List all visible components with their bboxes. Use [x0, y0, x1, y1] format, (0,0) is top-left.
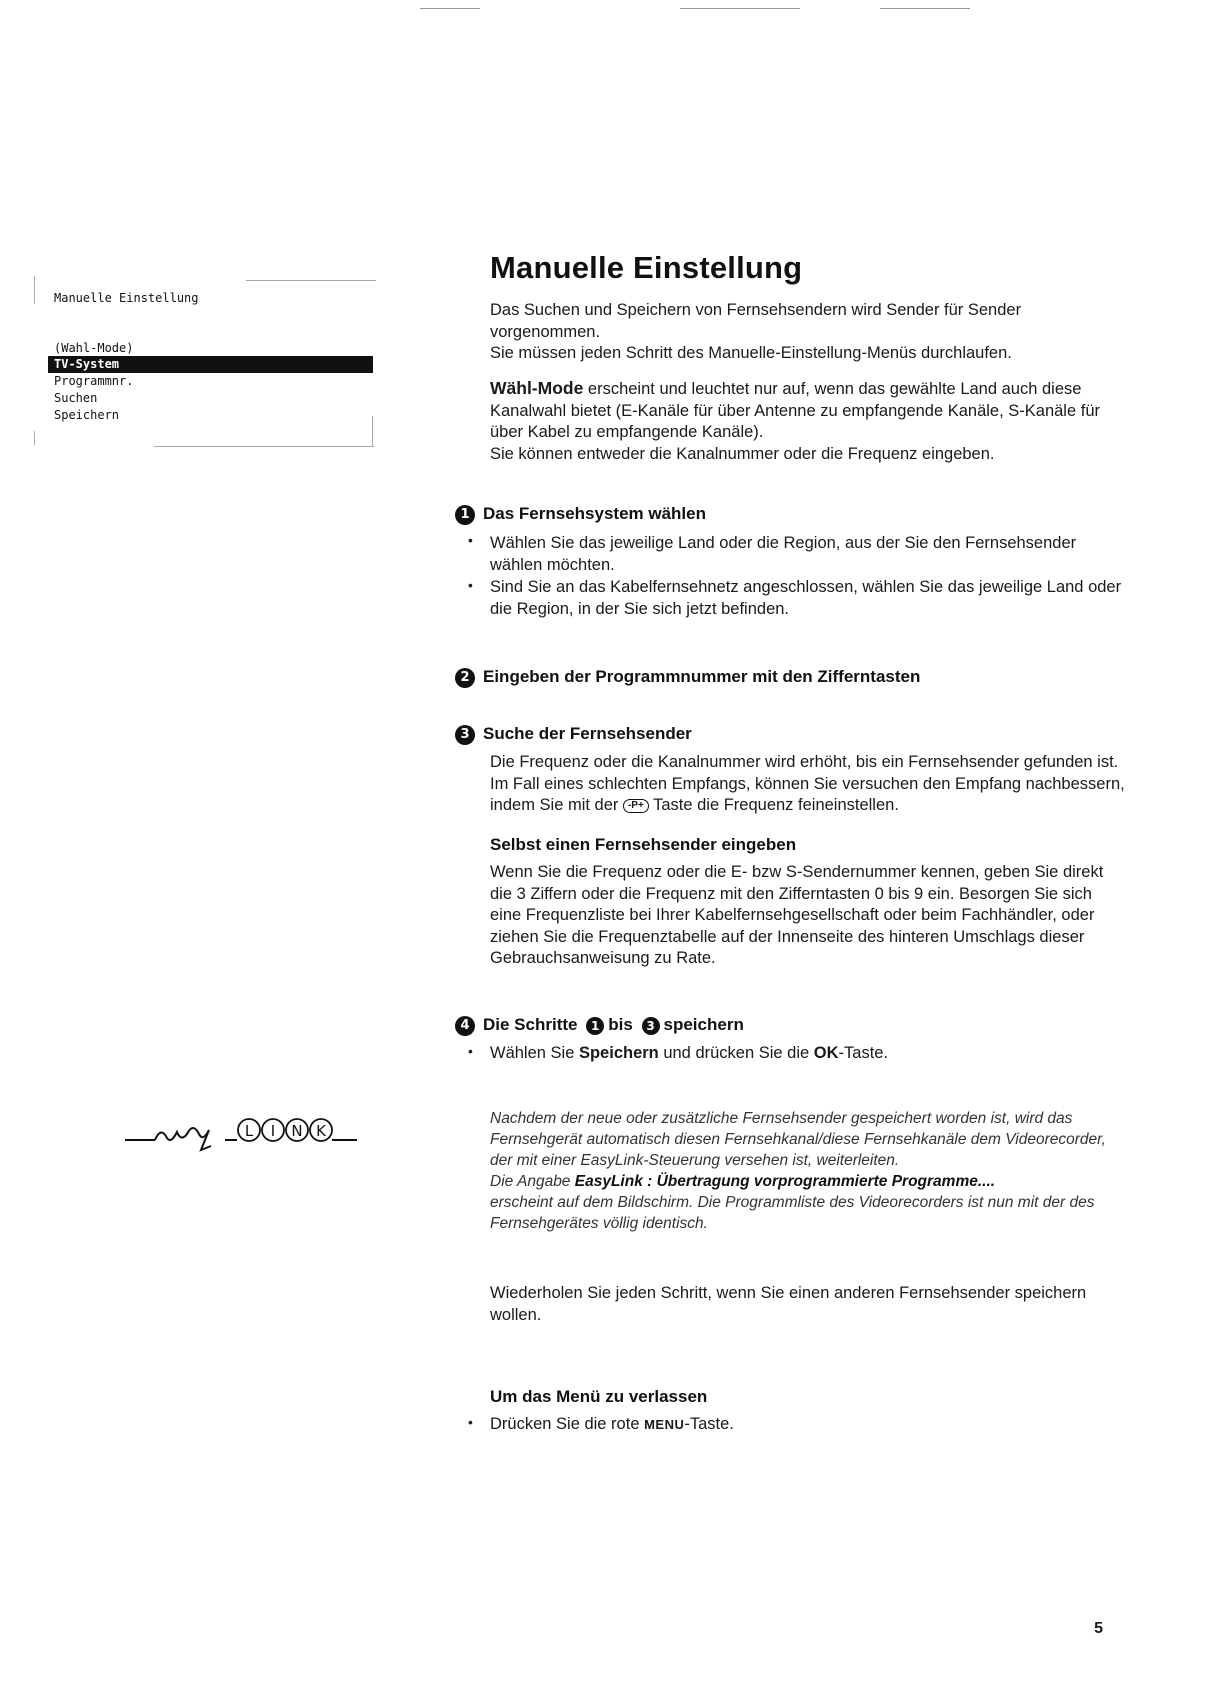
bullet-icon: •: [468, 532, 473, 548]
step-number-1-icon: 1: [455, 505, 475, 525]
intro-line-2: Sie müssen jeden Schritt des Manuelle-Einstellung-Menüs durchlaufen.: [490, 344, 1012, 362]
step-4-bullet-c: und drücken Sie die: [658, 1044, 814, 1062]
step-3-sub-heading: Selbst einen Fernsehsender eingeben: [490, 835, 797, 854]
svg-text:K: K: [316, 1122, 326, 1140]
menu-item-wahl-mode: (Wahl-Mode): [54, 341, 134, 355]
step-3-text-b: Taste die Frequenz feineinstellen.: [648, 796, 899, 814]
easylink-text-b: Die Angabe: [490, 1173, 575, 1190]
menu-border: [372, 416, 373, 446]
intro-paragraph: [490, 300, 1130, 365]
scan-speck: [420, 8, 480, 9]
wahl-mode-text: erscheint und leuchtet nur auf, wenn das gewählte Land auch diese Kanalwahl bietet (E-Kanäle für über Antenne zu empfangende Kanäle, S-Kanäle für über Kabel zu empfangende Kanäle).: [490, 380, 1100, 441]
step-4-heading: [455, 1014, 1095, 1036]
page-title: Manuelle Einstellung: [490, 250, 803, 285]
step-3-heading-text: Suche der Fernsehsender: [483, 724, 692, 743]
menu-border: [246, 280, 376, 281]
svg-text:N: N: [291, 1122, 303, 1140]
step-number-2-icon: 2: [455, 668, 475, 688]
wahl-mode-paragraph: [490, 378, 1130, 465]
menu-border: [34, 431, 35, 445]
step-3-heading: [455, 723, 1095, 745]
step-4-heading-text-a: Die Schritte: [483, 1015, 578, 1034]
exit-heading: Um das Menü zu verlassen: [490, 1387, 708, 1406]
step-4-bullet: [490, 1043, 1130, 1065]
intro-line-1: Das Suchen und Speichern von Fernsehsendern wird Sender für Sender vorgenommen.: [490, 301, 1022, 341]
step-4-heading-text-b: bis: [608, 1015, 633, 1034]
step-4-bullet-a: Wählen Sie: [490, 1044, 579, 1062]
step-1-bullet-2: Sind Sie an das Kabelfernsehnetz angeschlossen, wählen Sie das jeweilige Land oder die Region, in der Sie sich jetzt befinden.: [490, 578, 1122, 618]
step-2-heading-text: Eingeben der Programmnummer mit den Zifferntasten: [483, 667, 921, 686]
step-number-3-icon: 3: [455, 725, 475, 745]
exit-bullet: [490, 1414, 1130, 1436]
exit-bullet-b: -Taste.: [684, 1415, 734, 1433]
program-key-icon: -P+: [623, 799, 649, 813]
svg-text:I: I: [270, 1122, 276, 1140]
easylink-logo: [125, 1108, 405, 1156]
step-4-bullet-ok: OK: [813, 1044, 839, 1062]
step-1-heading-text: Das Fernsehsystem wählen: [483, 504, 706, 523]
menu-border: [34, 276, 35, 304]
step-3-paragraph: [490, 752, 1140, 817]
easylink-text-c: erscheint auf dem Bildschirm. Die Programmliste des Videorecorders ist nun mit der des Fernsehgerätes völlig identisch.: [490, 1194, 1095, 1232]
repeat-paragraph: Wiederholen Sie jeden Schritt, wenn Sie einen anderen Fernsehsender speichern wollen.: [490, 1284, 1087, 1324]
bullet-icon: •: [468, 577, 473, 593]
svg-text:L: L: [244, 1122, 254, 1140]
scan-speck: [680, 8, 800, 9]
step-2-heading: [455, 666, 1155, 688]
step-1-heading: [455, 503, 1095, 525]
easylink-text-a: Nachdem der neue oder zusätzliche Fernsehsender gespeichert worden ist, wird das Fernsehgerät automatisch diesen Fernsehkanal/diese Fernsehkanäle dem Videorecorder, der mit einer EasyLink-Steuerung versehen ist, weiterleiten.: [490, 1110, 1106, 1169]
menu-item-tv-system-selected: TV-System: [48, 356, 373, 373]
page-number: 5: [1094, 1620, 1103, 1637]
menu-item-suchen: Suchen: [54, 391, 98, 405]
step-4-heading-text-c: speichern: [663, 1015, 744, 1034]
easylink-bold-text: EasyLink : Übertragung vorprogrammierte Programme....: [574, 1173, 996, 1190]
step-3-sub-paragraph: Wenn Sie die Frequenz oder die E- bzw S-Sendernummer kennen, geben Sie direkt die 3 Ziffern oder die Frequenz mit den Zifferntasten 0 bis 9 ein. Besorgen Sie sich eine Frequenzliste bei Ihrer Kabelfernsehgesellschaft oder beim Fachhändler, oder ziehen Sie die Frequenztabelle auf der Innenseite des hinteren Umschlags dieser Gebrauchsanweisung zu Rate.: [490, 863, 1104, 967]
easylink-paragraph: [490, 1108, 1115, 1234]
menu-item-programmnr: Programmnr.: [54, 374, 134, 388]
menu-screenshot: [34, 276, 374, 456]
bullet-icon: •: [468, 1043, 473, 1059]
bullet-icon: •: [468, 1414, 473, 1430]
menu-item-speichern: Speichern: [54, 408, 120, 422]
step-1-bullet-1: Wählen Sie das jeweilige Land oder die Region, aus der Sie den Fernsehsender wählen möchten.: [490, 534, 1077, 574]
easylink-logo-icon: [125, 1108, 405, 1156]
menu-title: Manuelle Einstellung: [54, 291, 199, 305]
step-number-3-icon: 3: [642, 1017, 660, 1035]
step-3-text-a: Die Frequenz oder die Kanalnummer wird erhöht, bis ein Fernsehsender gefunden ist. Im Fall eines schlechten Empfangs, können Sie versuchen den Empfang nachbessern, indem Sie mit der: [490, 753, 1125, 814]
menu-border: [154, 446, 374, 447]
exit-bullet-a: Drücken Sie die rote: [490, 1415, 645, 1433]
wahl-mode-term: Wähl-Mode: [490, 378, 584, 398]
wahl-mode-text-2: Sie können entweder die Kanalnummer oder die Frequenz eingeben.: [490, 444, 995, 463]
step-number-1-icon: 1: [586, 1017, 604, 1035]
step-number-4-icon: 4: [455, 1016, 475, 1036]
scan-speck: [880, 8, 970, 9]
step-4-bullet-speichern: Speichern: [578, 1044, 659, 1062]
step-4-bullet-d: -Taste.: [838, 1044, 889, 1062]
exit-bullet-menu-key: MENU: [644, 1417, 685, 1432]
